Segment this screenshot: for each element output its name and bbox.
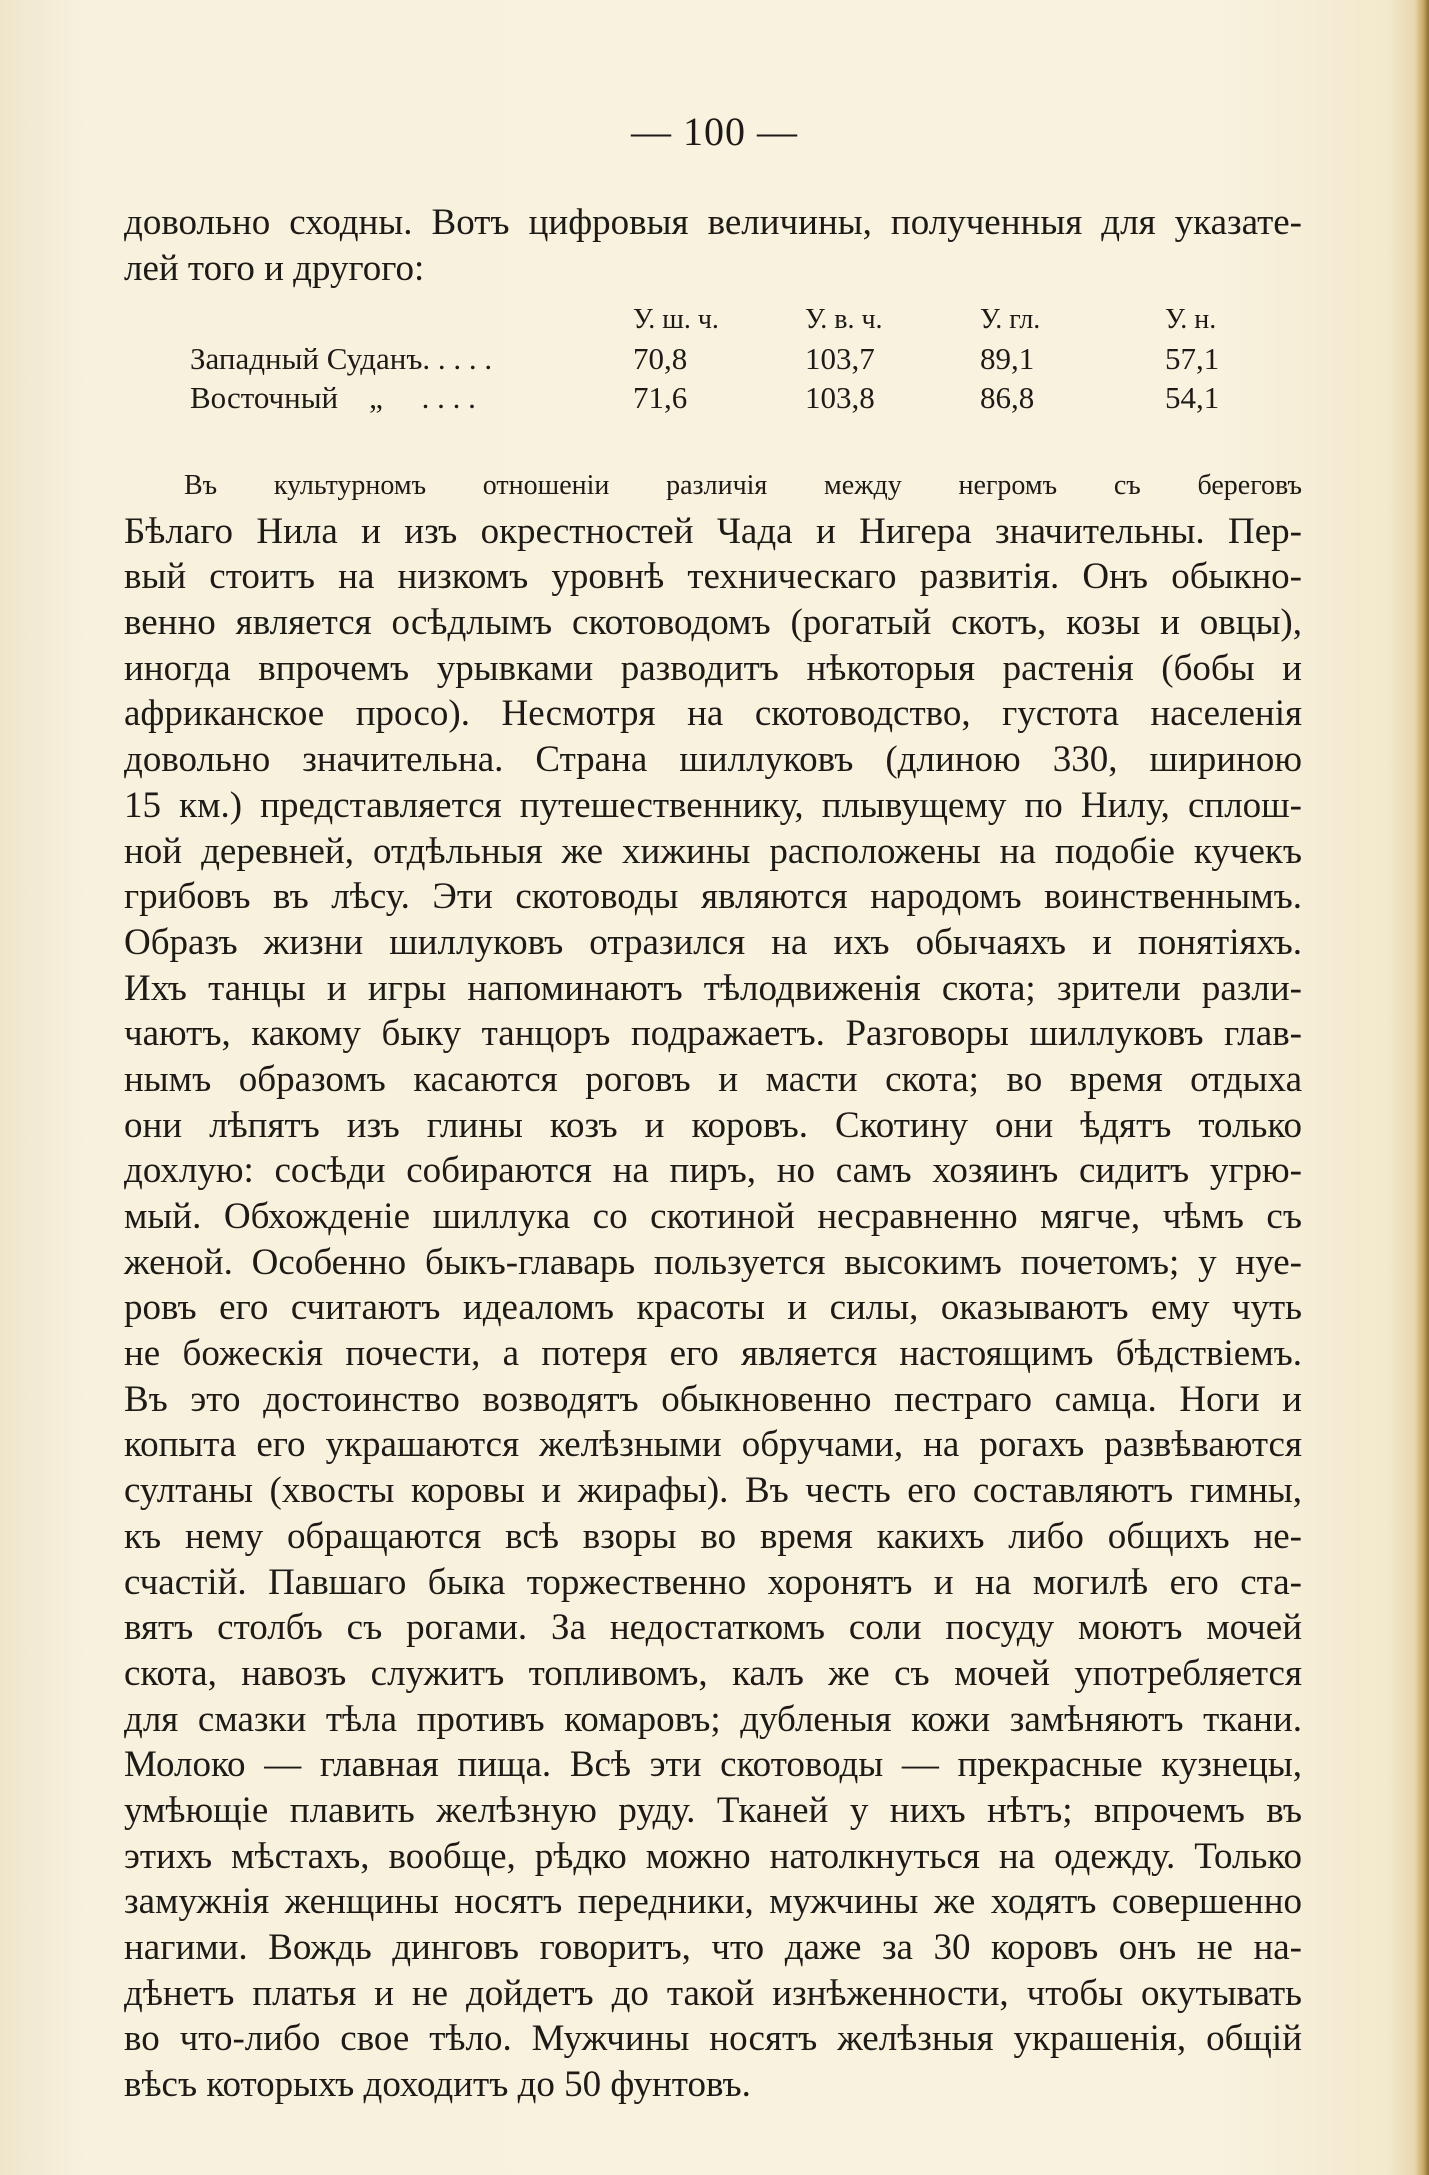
text-line: во что-либо свое тѣло. Мужчины носятъ желѣзныя украшенія, общій <box>124 2018 1302 2060</box>
text-line: дохлую: сосѣди собираются на пиръ, но самъ хозяинъ сидитъ угрю- <box>124 1150 1302 1192</box>
text-line: Бѣлаго Нила и изъ окрестностей Чада и Нигера значительны. Пер- <box>124 510 1302 552</box>
text-line: африканское просо). Несмотря на скотоводство, густота населенія <box>124 693 1302 735</box>
text-line: этихъ мѣстахъ, вообще, рѣдко можно натолкнуться на одежду. Только <box>124 1835 1302 1877</box>
table-header: У. гл. <box>980 304 1041 335</box>
measurements-table <box>190 300 1250 417</box>
main-paragraph <box>124 463 1302 2108</box>
text-line: вятъ столбъ съ рогами. За недостаткомъ соли посуду моютъ мочей <box>124 1607 1302 1649</box>
intro-paragraph <box>124 200 1302 291</box>
text-line: Въ культурномъ отношеніи различія между негромъ съ береговъ <box>184 470 1302 501</box>
text-line: Молоко — главная пища. Всѣ эти скотоводы — прекрасные кузнецы, <box>124 1744 1302 1786</box>
table-header-row <box>190 300 1250 339</box>
text-line: Образъ жизни шиллуковъ отразился на ихъ обычаяхъ и понятіяхъ. <box>124 921 1302 963</box>
text-line: замужнія женщины носятъ передники, мужчины же ходятъ совершенно <box>124 1881 1302 1923</box>
text-line: нагими. Вождь динговъ говоритъ, что даже за 30 коровъ онъ не на- <box>124 1927 1302 1968</box>
text-line: довольно значительна. Страна шиллуковъ (длиною 330, шириною <box>124 739 1302 781</box>
table-cell: 71,6 <box>633 380 688 415</box>
text-line: нымъ образомъ касаются роговъ и масти скота; во время отдыха <box>124 1058 1302 1100</box>
page-number: — 100 — <box>631 109 798 154</box>
table-cell: 103,8 <box>805 380 875 415</box>
table-header: У. ш. ч. <box>633 304 719 335</box>
text-line: къ нему обращаются всѣ взоры во время какихъ либо общихъ не- <box>124 1515 1302 1557</box>
table-row <box>190 378 1250 417</box>
table-cell: 86,8 <box>980 380 1035 415</box>
table-header: У. в. ч. <box>805 304 883 335</box>
table-cell: 70,8 <box>633 341 688 376</box>
table-cell: 57,1 <box>1165 341 1220 376</box>
text-line: умѣющіе плавить желѣзную руду. Тканей у нихъ нѣтъ; впрочемъ въ <box>124 1789 1302 1831</box>
text-line: ной деревней, отдѣльныя же хижины расположены на подобіе кучекъ <box>124 830 1302 872</box>
text-line: ровъ его считаютъ идеаломъ красоты и силы, оказываютъ ему чуть <box>124 1287 1302 1329</box>
table-cell: 54,1 <box>1165 380 1220 415</box>
text-line: счастій. Павшаго быка торжественно хоронятъ и на могилѣ его ста- <box>124 1561 1302 1603</box>
text-line: вый стоитъ на низкомъ уровнѣ техническаго развитія. Онъ обыкно- <box>124 556 1302 598</box>
text-line: венно является осѣдлымъ скотоводомъ (рогатый скотъ, козы и овцы), <box>124 602 1302 644</box>
text-line: султаны (хвосты коровы и жирафы). Въ честь его составляютъ гимны, <box>124 1470 1302 1512</box>
text-line: вѣсъ которыхъ доходитъ до 50 фунтовъ. <box>124 2064 751 2106</box>
text-line: для смазки тѣла противъ комаровъ; дубленыя кожи замѣняютъ ткани. <box>124 1698 1302 1740</box>
text-line: они лѣпятъ изъ глины козъ и коровъ. Скотину они ѣдятъ только <box>124 1104 1302 1146</box>
row-label: Восточный „ . . . . <box>190 380 476 415</box>
text-line: Въ это достоинство возводятъ обыкновенно пестраго самца. Ноги и <box>124 1378 1302 1420</box>
table-cell: 103,7 <box>805 341 875 376</box>
row-label: Западный Суданъ. . . . . <box>190 341 493 376</box>
page-spine-shadow <box>1415 0 1429 2175</box>
text-line: не божескія почести, а потеря его является настоящимъ бѣдствіемъ. <box>124 1333 1302 1375</box>
text-line: чаютъ, какому быку танцоръ подражаетъ. Разговоры шиллуковъ глав- <box>124 1013 1302 1055</box>
text-line: копыта его украшаются желѣзными обручами, на рогахъ развѣваются <box>124 1424 1302 1466</box>
text-line: Ихъ танцы и игры напоминаютъ тѣлодвиженія скота; зрители разли- <box>124 967 1302 1009</box>
text-line: довольно сходны. Вотъ цифровыя величины, полученныя для указате- <box>124 202 1302 243</box>
text-line: мый. Обхожденіе шиллука со скотиной несравненно мягче, чѣмъ съ <box>124 1196 1302 1237</box>
table-header: У. н. <box>1165 304 1217 335</box>
text-line: грибовъ въ лѣсу. Эти скотоводы являются народомъ воинственнымъ. <box>124 876 1302 918</box>
text-line: иногда впрочемъ урывками разводитъ нѣкоторыя растенія (бобы и <box>124 647 1302 689</box>
text-line: женой. Особенно быкъ-главарь пользуется высокимъ почетомъ; у нуе- <box>124 1241 1302 1283</box>
table-cell: 89,1 <box>980 341 1035 376</box>
table-row <box>190 339 1250 378</box>
text-line: 15 км.) представляется путешественнику, плывущему по Нилу, сплош- <box>124 784 1302 826</box>
text-line: лей того и другого: <box>124 247 425 289</box>
text-line: скота, навозъ служитъ топливомъ, калъ же съ мочей употребляется <box>124 1652 1302 1694</box>
text-line: дѣнетъ платья и не дойдетъ до такой изнѣженности, чтобы окутывать <box>124 1972 1302 2014</box>
